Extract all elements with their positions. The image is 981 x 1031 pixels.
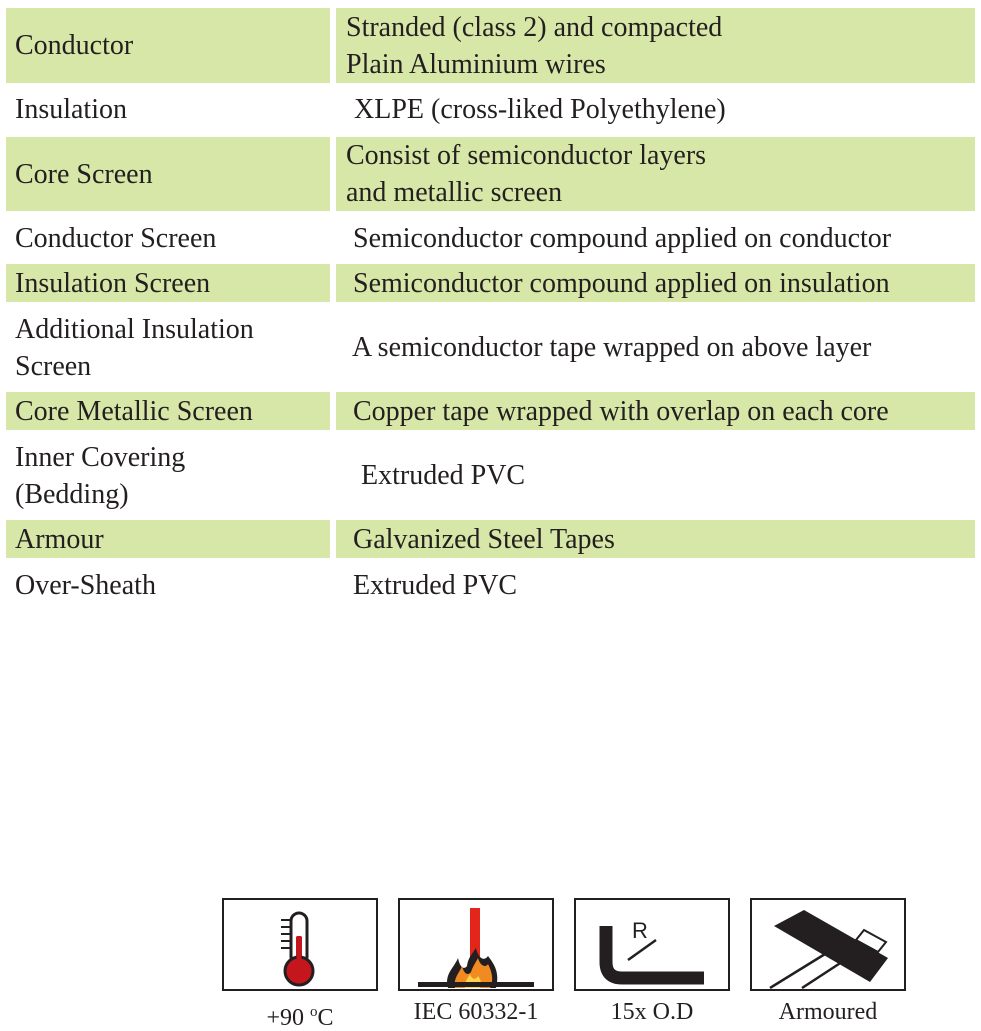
row-label: Armour bbox=[6, 520, 330, 558]
radius-symbol: R bbox=[632, 918, 648, 943]
row-value: Semiconductor compound applied on insulation bbox=[336, 264, 975, 302]
row-value: Consist of semiconductor layers and metallic screen bbox=[336, 137, 975, 211]
table-row bbox=[6, 218, 975, 259]
row-label: Core Screen bbox=[6, 137, 330, 211]
table-row bbox=[6, 565, 975, 606]
table-row bbox=[6, 89, 975, 130]
row-label: Inner Covering (Bedding) bbox=[15, 441, 186, 510]
row-value: Stranded (class 2) and compacted Plain Aluminium wires bbox=[336, 8, 975, 83]
table-row bbox=[6, 520, 975, 558]
row-value: Extruded PVC bbox=[353, 570, 518, 601]
row-value: Semiconductor compound applied on conductor bbox=[353, 223, 892, 254]
thermometer-icon bbox=[224, 900, 376, 989]
flame-test-box bbox=[398, 898, 554, 991]
row-value: Extruded PVC bbox=[361, 460, 526, 491]
temperature-caption: +90 $^o$C bbox=[266, 1004, 334, 1031]
table-row bbox=[6, 437, 975, 514]
row-label: Conductor Screen bbox=[15, 223, 217, 254]
row-label: Insulation bbox=[15, 94, 127, 125]
row-label: Over-Sheath bbox=[15, 570, 156, 601]
table-row bbox=[6, 309, 975, 386]
row-label: Insulation Screen bbox=[6, 264, 330, 302]
flame-test-icon bbox=[400, 900, 552, 989]
armoured-box bbox=[750, 898, 906, 991]
table-row bbox=[6, 264, 975, 302]
table-row bbox=[6, 392, 975, 430]
row-label: Additional Insulation Screen bbox=[15, 313, 254, 382]
table-row bbox=[6, 137, 975, 211]
bending-radius-box bbox=[574, 898, 730, 991]
bending-radius-caption: 15x O.D bbox=[610, 999, 694, 1025]
row-label: Core Metallic Screen bbox=[6, 392, 330, 430]
row-value: Copper tape wrapped with overlap on each core bbox=[336, 392, 975, 430]
row-value: XLPE (cross-liked Polyethylene) bbox=[354, 94, 726, 125]
row-label: Conductor bbox=[6, 8, 330, 83]
row-value: A semiconductor tape wrapped on above layer bbox=[352, 332, 872, 363]
row-value: Galvanized Steel Tapes bbox=[336, 520, 975, 558]
table-row bbox=[6, 8, 975, 83]
flame-test-caption: IEC 60332-1 bbox=[413, 999, 539, 1025]
armoured-caption: Armoured bbox=[778, 999, 878, 1025]
bending-radius-icon bbox=[576, 900, 728, 989]
armoured-cable-icon bbox=[752, 900, 904, 989]
temperature-rating-box bbox=[222, 898, 378, 991]
